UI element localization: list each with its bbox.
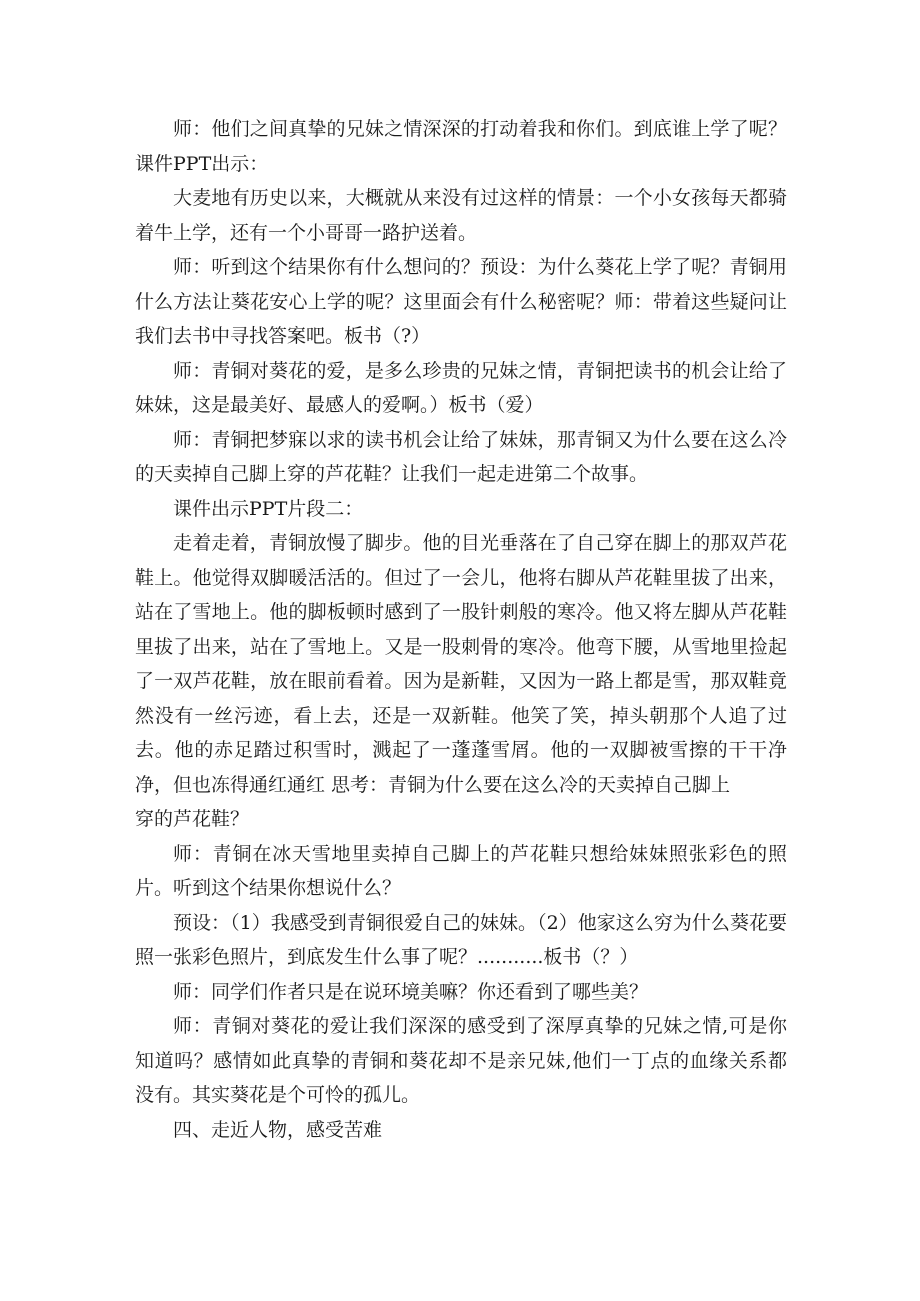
paragraph-preset-answers: 预设：（1）我感受到青铜很爱自己的妹妹。（2）他家这么穷为什么葵花要照一张彩色照片，到底发生什么事了呢？...........板书（？） bbox=[135, 911, 787, 968]
paragraph-ppt-heading: 课件出示PPT片段二： bbox=[173, 497, 364, 520]
paragraph-teacher-question: 师：他们之间真挚的兄妹之情深深的打动着我和你们。到底谁上学了呢？课件PPT出示： bbox=[135, 118, 787, 175]
section-heading: 四、走近人物，感受苦难 bbox=[173, 1118, 383, 1141]
document-body bbox=[135, 112, 787, 1147]
paragraph-teacher-photo: 师：青铜在冰天雪地里卖掉自己脚上的芦花鞋只想给妹妹照张彩色的照片。听到这个结果你想说什么？ bbox=[135, 842, 787, 899]
paragraph-teacher-love: 师：青铜对葵花的爱，是多么珍贵的兄妹之情，青铜把读书的机会让给了妹妹，这是最美好、最感人的爱啊。）板书（爱） bbox=[135, 359, 787, 416]
paragraph-teacher-prompt: 师：听到这个结果你有什么想问的？预设：为什么葵花上学了呢？青铜用什么方法让葵花安心上学的呢？这里面会有什么秘密呢？师：带着这些疑问让我们去书中寻找答案吧。板书（?） bbox=[135, 256, 787, 347]
paragraph-story-continuation: 穿的芦花鞋？ bbox=[135, 808, 250, 830]
paragraph-teacher-transition: 师：青铜把梦寐以求的读书机会让给了妹妹，那青铜又为什么要在这么冷的天卖掉自己脚上穿的芦花鞋？让我们一起走进第二个故事。 bbox=[135, 428, 787, 485]
paragraph-ppt-quote-1: 大麦地有历史以来，大概就从来没有过这样的情景：一个小女孩每天都骑着牛上学，还有一个小哥哥一路护送着。 bbox=[135, 187, 787, 244]
paragraph-story-excerpt: 走着走着，青铜放慢了脚步。他的目光垂落在了自己穿在脚上的那双芦花鞋上。他觉得双脚暖活活的。但过了一会儿，他将右脚从芦花鞋里拔了出来，站在了雪地上。他的脚板顿时感到了一股针刺般的寒冷。他又将左脚从芦花鞋里拔了出来，站在了雪地上。又是一股刺骨的寒冷。他弯下腰，从雪地里捡起了一双芦花鞋，放在眼前看着。因为是新鞋，又因为一路上都是雪，那双鞋竟然没有一丝污迹，看上去，还是一双新鞋。他笑了笑，掉头朝那个人追了过去。他的赤足踏过积雪时，溅起了一蓬蓬雪屑。他的一双脚被雪擦的干干净净，但也冻得通红通红 思考：青铜为什么要在这么冷的天卖掉自己脚上 bbox=[135, 532, 787, 796]
paragraph-teacher-beauty: 师：同学们作者只是在说环境美嘛？你还看到了哪些美？ bbox=[173, 980, 649, 1003]
paragraph-teacher-orphan: 师：青铜对葵花的爱让我们深深的感受到了深厚真挚的兄妹之情,可是你知道吗？感情如此真挚的青铜和葵花却不是亲兄妹,他们一丁点的血缘关系都没有。其实葵花是个可怜的孤儿。 bbox=[135, 1015, 787, 1106]
